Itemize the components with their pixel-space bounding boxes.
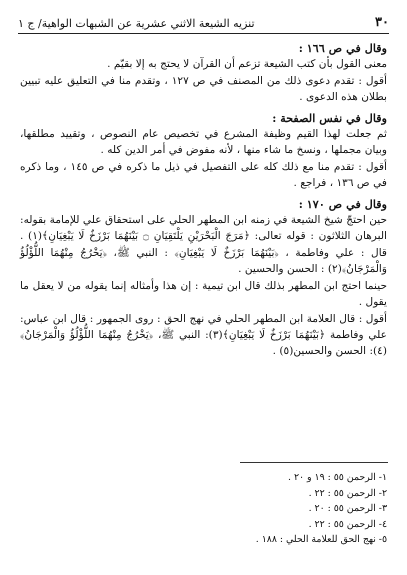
paragraph: حين احتجّ شيخ الشيعة في زمنه ابن المطهر الحلي على استحقاق علي للإمامة بقوله: البرهان الثلاثون : قوله تعالى: ﴿مَرَجَ الْبَحْرَيْنِ يَلْتَقِيَانِ ۝ بَيْنَهُمَا بَرْزَخٌ لَا يَبْغِيَانِ﴾(١) . قال : علي وفاطمة ، ﴿بَيْنَهُمَا بَرْزَخٌ لَا يَبْغِيَانِ﴾ : النبي ﷺ، ﴿يَخْرُجُ مِنْهُمَا اللُّؤْلُؤُ وَالْمَرْجَانُ﴾(٢) : الحسن والحسين .	[20, 214, 387, 276]
header-divider	[18, 33, 389, 34]
section-heading: وقال في نفس الصفحة :	[272, 110, 387, 125]
page-body	[20, 40, 387, 360]
paragraph: ثم جعلت لهذا القيم وظيفة المشرع في تخصيص عام النصوص ، وتقييد مطلقها، وبيان مجملها ، ونسخ ما شاء منها ، لأنه مفوض في أمر الدين كله .	[20, 128, 387, 157]
footnote: ٣- الرحمن ٥٥ : ٢٠ .	[308, 503, 387, 514]
footnote: ١- الرحمن ٥٥ : ١٩ و ٢٠ .	[288, 472, 387, 483]
paragraph: أقول : تقدم منا مع ذلك كله على التفصيل في ذيل ما ذكره في ص ١٤٥ ، وما ذكره في ص ١٣٦ ، فراجع .	[20, 160, 387, 190]
paragraph: معنى القول بأن كتب الشيعة تزعم أن القرآن لا يحتج به إلا بقيّم .	[107, 58, 387, 71]
paragraph: أقول : قال العلامة ابن المطهر الحلي في نهج الحق : روى الجمهور : قال ابن عباس: علي وفاطمة ﴿بَيْنَهُمَا بَرْزَخٌ لَا يَبْغِيَانِ﴾(٣): النبي ﷺ، ﴿يَخْرُجُ مِنْهُمَا اللُّؤْلُؤُ وَالْمَرْجَانُ﴾(٤): الحسن والحسين(٥) .	[20, 312, 387, 358]
paragraph: حينما احتج ابن المطهر بذلك قال ابن تيمية : إن هذا وأمثاله إنما يقوله من لا يعقل ما يقول .	[20, 279, 387, 309]
page-header	[18, 12, 389, 30]
footnote-divider	[240, 462, 388, 463]
section-heading: وقال في ص ١٦٦ :	[298, 41, 387, 55]
footnotes	[167, 470, 387, 548]
section-heading: وقال في ص ١٧٠ :	[298, 196, 387, 211]
footnote: ٤- الرحمن ٥٥ : ٢٢ .	[308, 518, 387, 530]
page-number: ٣٠	[375, 15, 389, 30]
running-title: تنزيه الشيعة الاثني عشرية عن الشبهات الواهية/ ج ١	[18, 17, 255, 30]
paragraph: أقول : تقدم دعوى ذلك من المصنف في ص ١٢٧ ، وتقدم منا في التعليق عليه تبيين بطلان هذه الدعوى .	[20, 74, 387, 104]
footnote: ٢- الرحمن ٥٥ : ٢٢ .	[308, 487, 387, 499]
footnote: ٥- نهج الحق للعلامة الحلي : ١٨٨ .	[255, 534, 387, 545]
